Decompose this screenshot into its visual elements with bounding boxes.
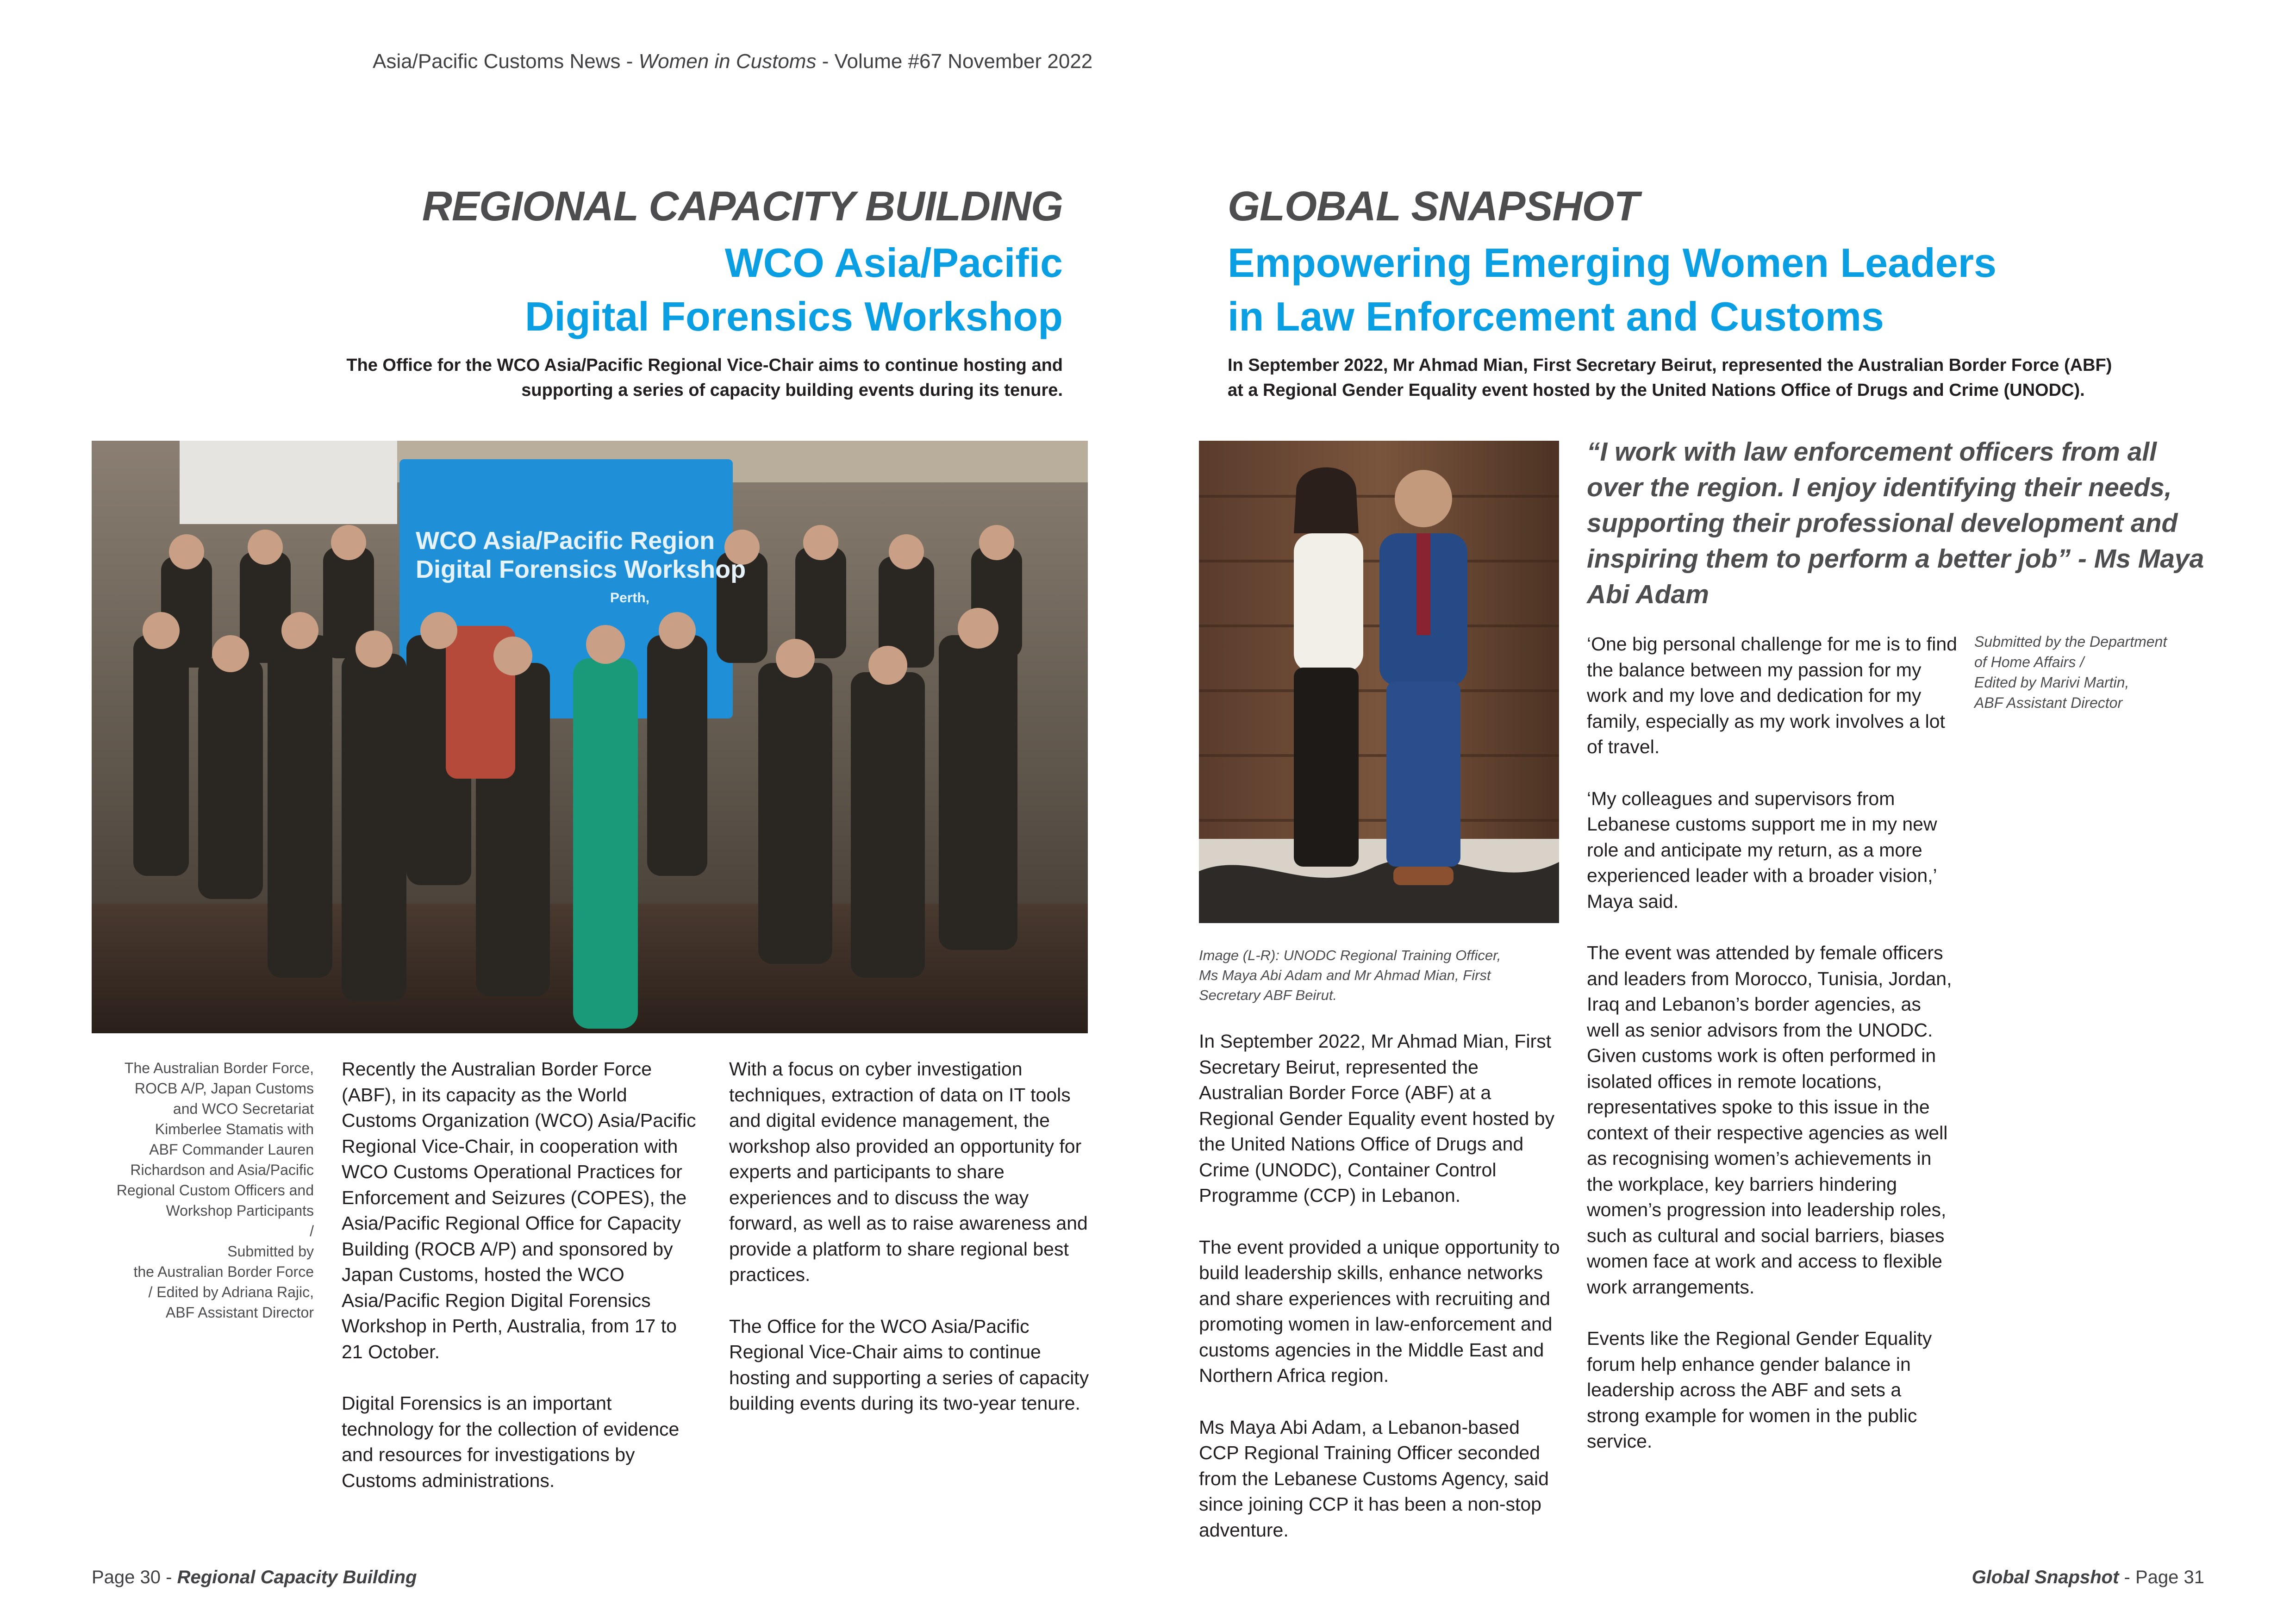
- caption-line: Submitted by: [227, 1243, 314, 1260]
- credit-line: Submitted by the Department: [1974, 633, 2167, 650]
- left-section-title: REGIONAL CAPACITY BUILDING: [422, 183, 1063, 230]
- left-standfirst-line2: supporting a series of capacity building events during its tenure.: [521, 381, 1063, 400]
- paragraph: Events like the Regional Gender Equality forum help enhance gender balance in leadership across the ABF and sets a strong example for women in the public service.: [1587, 1328, 1932, 1452]
- caption-line: Regional Custom Officers and: [116, 1182, 314, 1199]
- left-body-column-1: [342, 1056, 702, 1519]
- right-article-title: [1228, 236, 1997, 344]
- right-title-line2: in Law Enforcement and Customs: [1228, 294, 1884, 339]
- banner-text: [416, 526, 746, 612]
- paragraph: ‘One big personal challenge for me is to find the balance between my passion for my work and my love and dedication for my family, especially as my work involves a lot of travel.: [1587, 633, 1957, 757]
- footer-page-number: - Page 31: [2119, 1567, 2204, 1587]
- header-suffix: - Volume #67 November 2022: [816, 50, 1093, 73]
- paragraph: The Office for the WCO Asia/Pacific Regional Vice-Chair aims to continue hosting and supporting a series of capacity building events during its two-year tenure.: [729, 1315, 1089, 1414]
- caption-line: Richardson and Asia/Pacific: [130, 1162, 314, 1178]
- caption-line: the Australian Border Force: [133, 1263, 314, 1280]
- left-title-line1: WCO Asia/Pacific: [724, 240, 1063, 286]
- pull-quote: “I work with law enforcement officers from all over the region. I enjoy identifying their needs, supporting their professional development and inspiring them to perform a better job” - Ms Maya Abi Adam: [1587, 437, 2204, 609]
- right-standfirst-line1: In September 2022, Mr Ahmad Mian, First Secretary Beirut, represented the Australian Border Force (ABF): [1228, 356, 2112, 375]
- paragraph: Recently the Australian Border Force (ABF), in its capacity as the World Customs Organization (WCO) Asia/Pacific Regional Vice-Chair, in cooperation with WCO Customs Operational Practices for Enforcement and Seizures (COPES), the Asia/Pacific Regional Office for Capacity Building (ROCB A/P) and sponsored by Japan Customs, hosted the WCO Asia/Pacific Region Digital Forensics Workshop in Perth, Australia, from 17 to 21 October.: [342, 1058, 696, 1362]
- caption-line: and WCO Secretariat: [173, 1100, 314, 1117]
- caption-line: Secretary ABF Beirut.: [1199, 987, 1337, 1003]
- caption-line: ABF Assistant Director: [165, 1304, 314, 1321]
- paragraph: The event was attended by female officers and leaders from Morocco, Tunisia, Jordan, Iraq and Lebanon’s border agencies, as well as senior advisors from the UNODC. Given customs work is often performed in isolated offices in remote locations, representatives spoke to this issue in the context of their respective agencies as well as recognising women’s achievements in the workplace, key barriers hindering women’s progression into leadership roles, such as cultural and social barriers, biases women face at work and access to flexible work arrangements.: [1587, 942, 1952, 1298]
- banner-line3: Perth,: [610, 590, 650, 606]
- right-standfirst-line2: at a Regional Gender Equality event hosted by the United Nations Office of Drugs and Crime (UNODC).: [1228, 381, 2085, 400]
- left-footer: [92, 1567, 417, 1588]
- paragraph: With a focus on cyber investigation techniques, extraction of data on IT tools and digital evidence management, the workshop also provided an opportunity for experts and participants to share experiences and to discuss the way forward, as well as to raise awareness and provide a platform to share regional best practices.: [729, 1058, 1088, 1285]
- caption-line: ROCB A/P, Japan Customs: [134, 1080, 314, 1097]
- paragraph: Digital Forensics is an important technology for the collection of evidence and resources for investigations by Customs administrations.: [342, 1393, 680, 1491]
- group-photo: [92, 441, 1088, 1033]
- woman-figure: [1294, 468, 1363, 867]
- right-section-title: GLOBAL SNAPSHOT: [1228, 183, 1639, 230]
- caption-line: Ms Maya Abi Adam and Mr Ahmad Mian, First: [1199, 967, 1491, 983]
- left-title-line2: Digital Forensics Workshop: [524, 294, 1063, 339]
- header-prefix: Asia/Pacific Customs News -: [373, 50, 639, 73]
- caption-line: ABF Commander Lauren: [149, 1141, 314, 1158]
- paragraph: The event provided a unique opportunity to build leadership skills, enhance networks and share experiences with recruiting and promoting women in law-enforcement and customs agencies in the Middle East and Northern Africa region.: [1199, 1236, 1560, 1386]
- caption-line: Kimberlee Stamatis with: [155, 1121, 314, 1137]
- right-submitted-credit: [1974, 631, 2215, 713]
- right-photo-caption: [1199, 945, 1565, 1005]
- caption-line: The Australian Border Force,: [124, 1060, 314, 1076]
- banner-line2: Digital Forensics Workshop: [416, 556, 746, 583]
- paragraph: In September 2022, Mr Ahmad Mian, First Secretary Beirut, represented the Australian Border Force (ABF) at a Regional Gender Equality event hosted by the United Nations Office of Drugs and Crime (UNODC), Container Control Programme (CCP) in Lebanon.: [1199, 1031, 1555, 1206]
- left-body-column-2: [729, 1056, 1092, 1443]
- footer-section: Regional Capacity Building: [177, 1567, 417, 1587]
- paragraph: ‘My colleagues and supervisors from Lebanese customs support me in my new role and anticipate my return, as a more experienced leader with a broader vision,’ Maya said.: [1587, 787, 1937, 912]
- caption-line: Workshop Participants: [166, 1202, 314, 1219]
- footer-section: Global Snapshot: [1972, 1567, 2119, 1587]
- footer-page-number: Page 30 -: [92, 1567, 177, 1587]
- caption-line: Image (L-R): UNODC Regional Training Officer,: [1199, 947, 1501, 963]
- right-body-column-2: [1587, 631, 1957, 1480]
- caption-line: /: [310, 1223, 314, 1239]
- left-standfirst-line1: The Office for the WCO Asia/Pacific Regional Vice-Chair aims to continue hosting and: [346, 356, 1063, 375]
- credit-line: of Home Affairs /: [1974, 654, 2084, 670]
- right-body-column-1: [1199, 1029, 1565, 1569]
- left-photo-caption: [88, 1058, 314, 1323]
- left-standfirst: [346, 353, 1063, 403]
- caption-line: / Edited by Adriana Rajic,: [148, 1284, 314, 1300]
- paragraph: Ms Maya Abi Adam, a Lebanon-based CCP Regional Training Officer seconded from the Lebanese Customs Agency, said since joining CCP it has been a non-stop adventure.: [1199, 1416, 1549, 1541]
- right-standfirst: [1228, 353, 2112, 403]
- credit-line: ABF Assistant Director: [1974, 694, 2123, 711]
- right-footer: [1972, 1567, 2204, 1588]
- right-title-line1: Empowering Emerging Women Leaders: [1228, 240, 1997, 286]
- credit-line: Edited by Marivi Martin,: [1974, 674, 2129, 691]
- portrait-photo: [1199, 441, 1559, 923]
- header-italic: Women in Customs: [638, 50, 817, 73]
- left-article-title: [525, 236, 1063, 344]
- banner-line1: WCO Asia/Pacific Region: [416, 527, 715, 555]
- running-header: [373, 50, 1092, 73]
